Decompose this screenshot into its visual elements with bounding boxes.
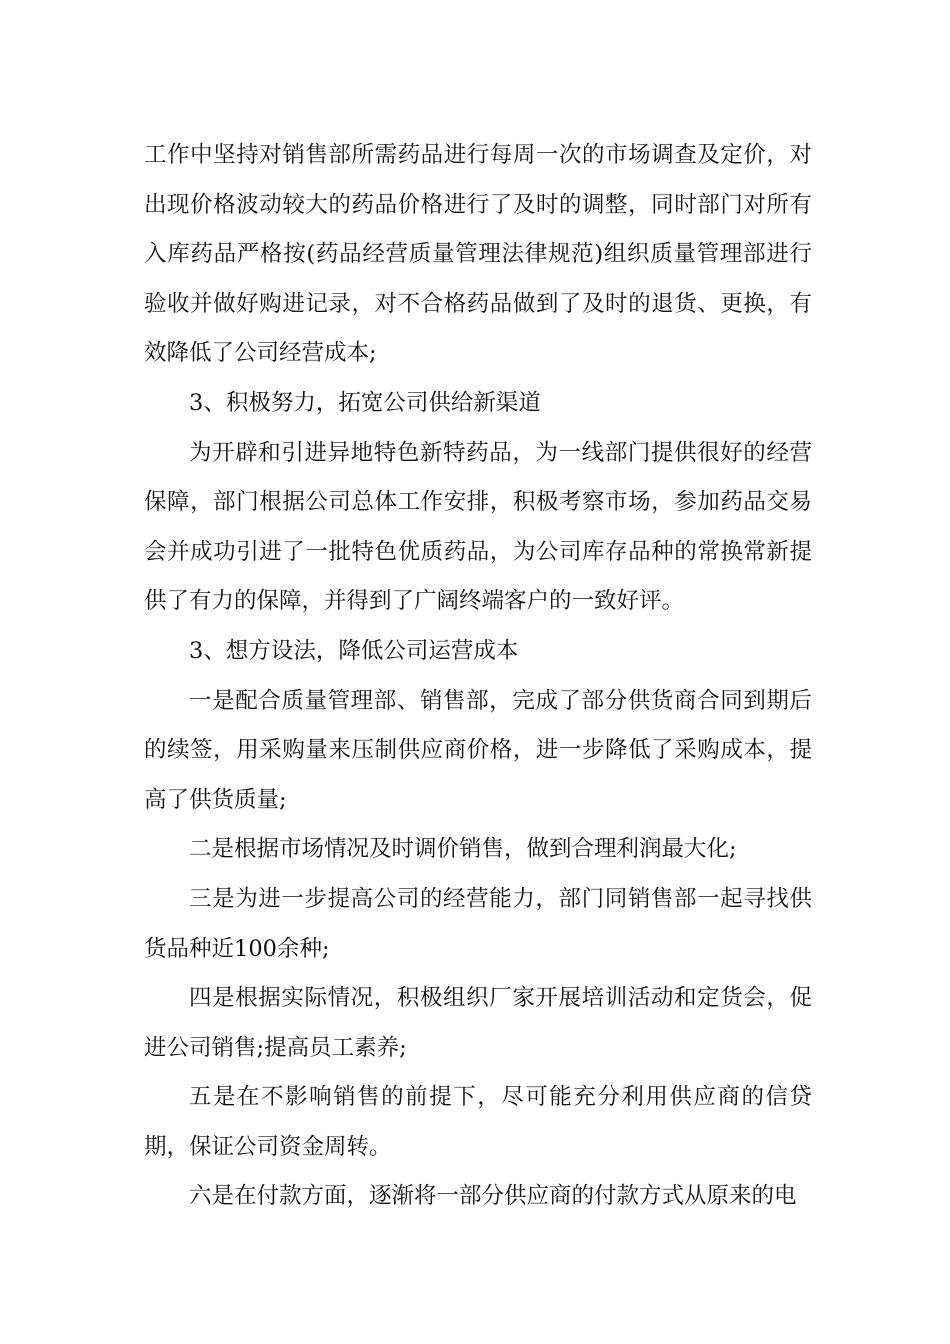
document-body: [144, 131, 812, 1222]
section-heading-expand-supply-channels: 3、积极努力，拓宽公司供给新渠道: [189, 389, 541, 416]
paragraph-item-five: 五是在不影响销售的前提下，尽可能充分利用供应商的信贷期，保证公司资金周转。: [144, 1084, 812, 1160]
paragraph-new-drugs-introduction: 为开辟和引进异地特色新特药品，为一线部门提供很好的经营保障，部门根据公司总体工作安排，积极考察市场，参加药品交易会并成功引进了一批特色优质药品，为公司库存品种的常换常新提供了有力的保障，并得到了广阔终端客户的一致好评。: [144, 439, 812, 615]
paragraph-item-six: 六是在付款方面，逐渐将一部分供应商的付款方式从原来的电: [189, 1183, 797, 1210]
paragraph-item-one: 一是配合质量管理部、销售部，完成了部分供货商合同到期后的续签，用采购量来压制供应商价格，进一步降低了采购成本，提高了供货质量;: [144, 687, 812, 813]
section-heading-reduce-operating-costs: 3、想方设法，降低公司运营成本: [189, 637, 519, 664]
paragraph-item-two: 二是根据市场情况及时调价销售，做到合理利润最大化;: [189, 836, 737, 863]
paragraph-procurement-pricing: 工作中坚持对销售部所需药品进行每周一次的市场调查及定价，对出现价格波动较大的药品价格进行了及时的调整，同时部门对所有入库药品严格按(药品经营质量管理法律规范)组织质量管理部进行验收并做好购进记录，对不合格药品做到了及时的退货、更换，有效降低了公司经营成本;: [144, 142, 812, 367]
paragraph-item-three: 三是为进一步提高公司的经营能力，部门同销售部一起寻找供货品种近100余种;: [144, 885, 812, 962]
paragraph-item-four: 四是根据实际情况，积极组织厂家开展培训活动和定货会，促进公司销售;提高员工素养;: [144, 985, 812, 1061]
